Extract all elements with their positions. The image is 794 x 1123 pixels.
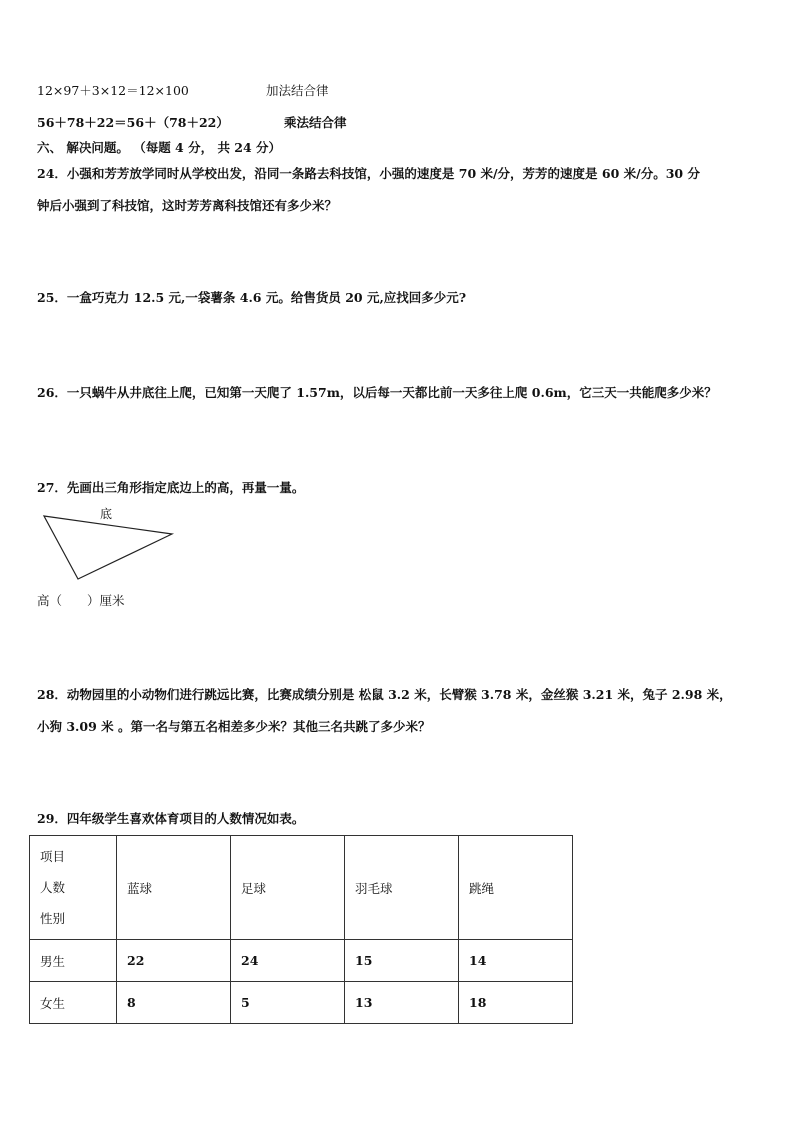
- question-28-line-2: 小狗 3.09 米 。第一名与第五名相差多少米？其他三名共跳了多少米？: [37, 719, 431, 734]
- question-27-answer: 高（ ）厘米: [37, 593, 125, 608]
- column-header: 羽毛球: [345, 836, 459, 940]
- table-header-row: [30, 836, 573, 940]
- law-row-1-expression: 12×97＋3×12＝12×100: [37, 83, 189, 98]
- table-row: [30, 982, 573, 1024]
- law-row-2-law: 乘法结合律: [284, 115, 347, 130]
- law-row-2-expression: 56＋78＋22＝56＋（78＋22）: [37, 115, 229, 130]
- table-cell: 22: [117, 940, 231, 982]
- question-29: 29．四年级学生喜欢体育项目的人数情况如表。: [37, 811, 305, 826]
- question-26: 26．一只蜗牛从井底往上爬，已知第一天爬了 1.57m，以后每一天都比前一天多往上爬 0.6m，它三天一共能爬多少米？: [37, 385, 717, 400]
- question-24-line-2: 钟后小强到了科技馆，这时芳芳离科技馆还有多少米？: [37, 198, 338, 213]
- corner-label-item: 项目: [40, 849, 66, 864]
- table-cell: 24: [231, 940, 345, 982]
- table-row: [30, 940, 573, 982]
- table-cell: 15: [345, 940, 459, 982]
- table-cell: 13: [345, 982, 459, 1024]
- table-cell: 8: [117, 982, 231, 1024]
- column-header: 跳绳: [459, 836, 573, 940]
- corner-label-gender: 性别: [40, 911, 66, 926]
- law-row-1-law: 加法结合律: [266, 83, 329, 98]
- corner-label-count: 人数: [40, 880, 66, 895]
- table-corner-cell: [30, 836, 117, 940]
- triangle-figure: [40, 505, 180, 585]
- table-cell: 5: [231, 982, 345, 1024]
- question-25: 25．一盒巧克力 12.5 元,一袋薯条 4.6 元。给售货员 20 元,应找回多少元?: [37, 290, 467, 305]
- triangle-base-label: 底: [100, 507, 113, 521]
- table-cell: 14: [459, 940, 573, 982]
- row-label: 男生: [30, 940, 117, 982]
- sports-table: [29, 835, 573, 1024]
- row-label: 女生: [30, 982, 117, 1024]
- table-cell: 18: [459, 982, 573, 1024]
- column-header: 足球: [231, 836, 345, 940]
- triangle-shape: [44, 516, 172, 579]
- column-header: 蓝球: [117, 836, 231, 940]
- question-28-line-1: 28．动物园里的小动物们进行跳远比赛，比赛成绩分别是 松鼠 3.2 米，长臂猴 3.78 米，金丝猴 3.21 米，兔子 2.98 米，: [37, 687, 732, 702]
- section-title: 六、 解决问题。 （每题 4 分， 共 24 分）: [37, 140, 282, 155]
- question-24-line-1: 24．小强和芳芳放学同时从学校出发，沿同一条路去科技馆，小强的速度是 70 米/分，芳芳的速度是 60 米/分。30 分: [37, 166, 700, 181]
- question-27: 27．先画出三角形指定底边上的高，再量一量。: [37, 480, 305, 495]
